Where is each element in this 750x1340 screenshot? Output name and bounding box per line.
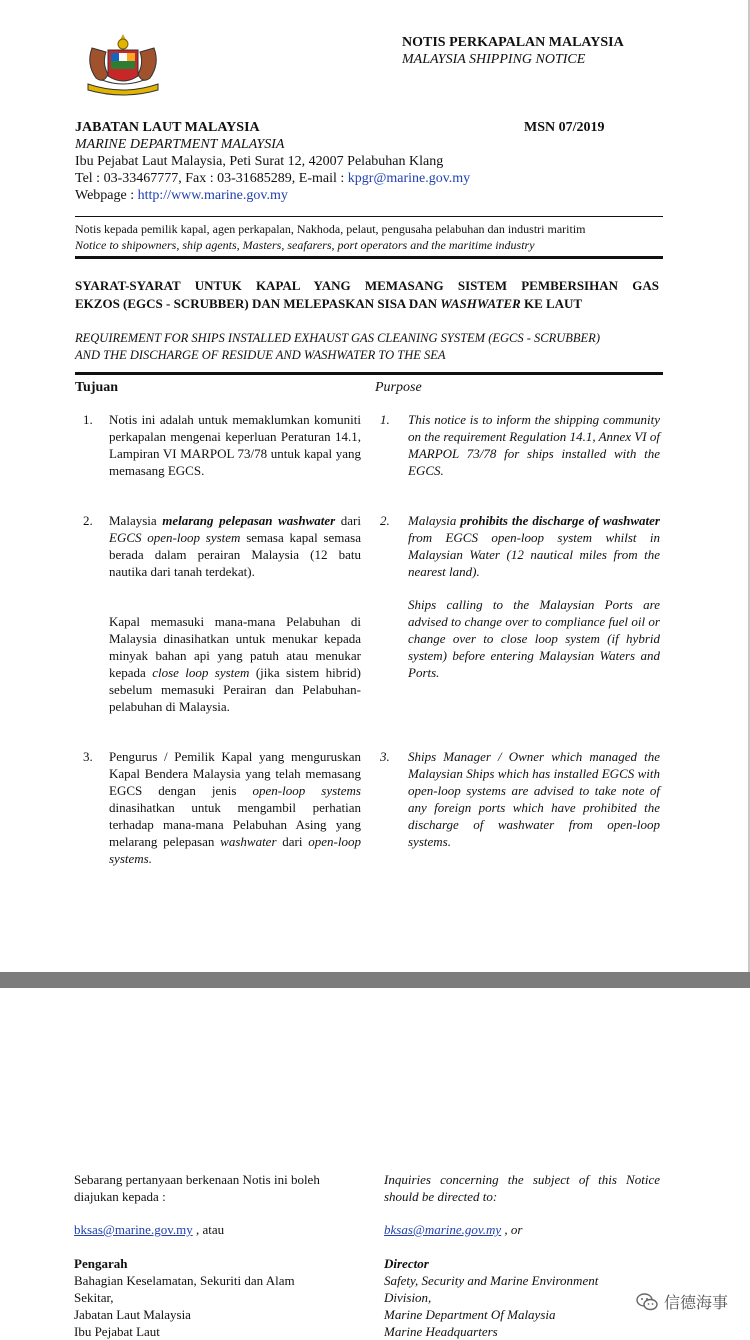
wechat-icon [636,1293,658,1311]
para1-text-en: This notice is to inform the shipping community on the requirement Regulation 14.1, Annex VI of MARPOL 73/78 for ships installed with the EGCS. [408,412,660,478]
para3-my-ital: open-loop systems. [109,834,361,866]
para2-my-part: dari [335,513,361,528]
director-line: Division, [384,1290,432,1305]
subject-my-line1: SYARAT-SYARAT UNTUK KAPAL YANG MEMASANG SISTEM PEMBERSIHAN GAS [75,278,659,293]
subject-en-line2: AND THE DISCHARGE OF RESIDUE AND WASHWATER TO THE SEA [75,348,446,362]
department-webpage [75,187,288,204]
msn-number: MSN 07/2019 [524,120,605,135]
divider-thick-2 [75,372,663,375]
department-contact [75,170,470,187]
subject-my-text: EKZOS (EGCS - SCRUBBER) DAN MELEPASKAN SISA DAN [75,296,441,311]
divider-thin [75,216,663,217]
department-name-my: JABATAN LAUT MALAYSIA [75,120,260,135]
page-separator [0,972,750,988]
para1-number-en: 1. [380,412,390,427]
inquiries-text-my: Sebarang pertanyaan berkenaan Notis ini boleh diajukan kepada : [74,1172,320,1204]
notice-to-my: Notis kepada pemilik kapal, agen perkapalan, Nakhoda, pelaut, pengusaha pelabuhan dan industri maritim [75,222,586,236]
notice-to-en: Notice to shipowners, ship agents, Masters, seafarers, port operators and the maritime industry [75,238,535,252]
department-name-en: MARINE DEPARTMENT MALAYSIA [75,137,285,152]
email-link-my[interactable]: bksas@marine.gov.my [74,1222,193,1237]
para2-my-part: Malaysia [109,513,163,528]
para2-my-ital: EGCS open-loop system [109,530,241,545]
para2b-text-my [109,613,361,715]
director-line: Sekitar, [74,1290,114,1305]
director-title-my: Pengarah [74,1256,128,1271]
email-link[interactable]: kpgr@marine.gov.my [347,171,471,186]
email-suffix-en: , or [501,1222,523,1237]
para2-text-en [408,512,660,580]
watermark-text: 信德海事 [663,1293,728,1312]
para2b-my-ital: close loop system [152,665,250,680]
para2b-my-part: (jika sistem hibrid) sebelum memasuki Perairan dan Pelabuhan-pelabuhan di Malaysia. [109,665,362,714]
notice-title-my: NOTIS PERKAPALAN MALAYSIA [402,35,624,50]
watermark [636,1290,728,1313]
para2-my-part: semasa kapal semasa berada dalam perairan Malaysia (12 batu nautika dari tanah terdekat). [109,530,362,579]
director-line: Marine Headquarters [384,1324,498,1339]
inquiries-text-en: Inquiries concerning the subject of this Notice should be directed to: [384,1172,660,1204]
para2-en-part: Malaysia [408,513,461,528]
director-title-en: Director [384,1256,429,1271]
subject-my-washwater: WASHWATER [440,296,521,311]
subject-en-line1: REQUIREMENT FOR SHIPS INSTALLED EXHAUST GAS CLEANING SYSTEM (EGCS - SCRUBBER) [75,331,600,345]
email-suffix-my: , atau [192,1222,225,1237]
para3-my-part: dari [276,834,309,849]
director-line: Bahagian Keselamatan, Sekuriti dan Alam [74,1273,295,1288]
webpage-link[interactable]: http://www.marine.gov.my [137,188,288,203]
purpose-heading-my: Tujuan [75,380,119,395]
para2-number-en: 2. [380,513,390,528]
email-link-en[interactable]: bksas@marine.gov.my [384,1222,502,1237]
director-address-en [384,1272,598,1340]
director-line: Marine Department Of Malaysia [384,1307,556,1322]
director-line: Jabatan Laut Malaysia [74,1307,191,1322]
para3-my-part: Pengurus / Pemilik Kapal yang menguruskan Kapal Bendera Malaysia yang telah memasang EGCS dengan jenis [109,749,361,798]
para2b-my-part: Kapal memasuki mana-mana Pelabuhan di Malaysia dinasihatkan untuk menukar kepada minyak bahan api yang patuh atau menukar kepada [109,614,361,680]
director-address-my [74,1272,295,1340]
director-line: Safety, Security and Marine Environment [384,1273,599,1288]
inquiries-email-en [384,1221,522,1238]
para1-text-my: Notis ini adalah untuk memaklumkan komuniti perkapalan mengenai keperluan Peraturan 14.1, Lampiran VI MARPOL 73/78 untuk kapal yang memasang EGCS. [109,412,361,478]
para3-my-ital: washwater [220,834,277,849]
para1-number-my: 1. [83,412,93,427]
department-address: Ibu Pejabat Laut Malaysia, Peti Surat 12, 42007 Pelabuhan Klang [75,154,444,169]
webpage-label: Webpage : [75,188,138,203]
para2b-text-en: Ships calling to the Malaysian Ports are advised to change over to compliance fuel oil or change over to close loop system (if hybrid system) before entering Malaysian Waters and Ports. [408,597,660,680]
para2-text-my [109,512,361,580]
para3-text-my [109,748,361,867]
para2-number-my: 2. [83,513,93,528]
subject-my-line2 [75,295,582,312]
coat-of-arms-logo [78,30,168,98]
para3-number-my: 3. [83,749,93,764]
para2-en-bold: prohibits the discharge of washwater [460,513,660,528]
purpose-heading-en: Purpose [375,380,422,395]
contact-text: Tel : 03-33467777, Fax : 03-31685289, E-mail : [75,171,348,186]
para3-number-en: 3. [380,749,390,764]
para3-my-ital: open-loop systems [252,783,361,798]
subject-my-suffix: KE LAUT [520,296,583,311]
divider-thick [75,256,663,259]
para2-my-bold: melarang pelepasan washwater [162,513,336,528]
document-page-2 [0,988,750,1339]
notice-title-en: MALAYSIA SHIPPING NOTICE [402,52,586,67]
para3-text-en: Ships Manager / Owner which managed the Malaysian Ships which has installed EGCS with open-loop systems are advised to take note of any foreign ports which have prohibited the discharge of washwater from open-loop systems. [408,749,660,849]
director-line: Ibu Pejabat Laut [74,1324,160,1339]
inquiries-email-my [74,1221,224,1238]
para3-my-part: dinasihatkan untuk mengambil perhatian terhadap mana-mana Pelabuhan Asing yang melarang pelepasan [109,800,361,849]
para2-en-part: from EGCS open-loop system whilst in Malaysian Water (12 nautical miles from the nearest land). [408,530,660,579]
